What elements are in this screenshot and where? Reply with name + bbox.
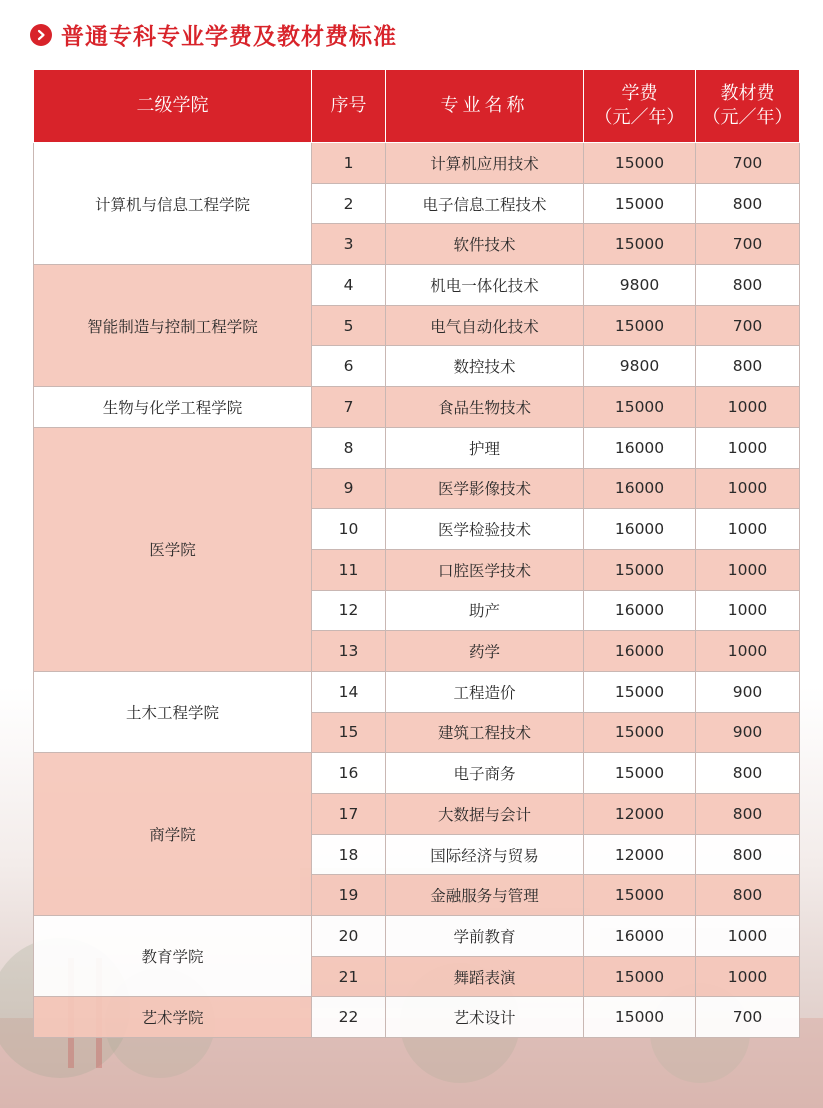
- section-title: 普通专科专业学费及教材费标准: [61, 24, 397, 50]
- row-books: 800: [696, 875, 800, 916]
- row-books: 800: [696, 183, 800, 224]
- row-tuition: 15000: [584, 712, 696, 753]
- row-books: 1000: [696, 631, 800, 672]
- table-row: [34, 671, 800, 712]
- row-tuition: 15000: [584, 549, 696, 590]
- row-no: 11: [312, 549, 386, 590]
- row-books: 1000: [696, 427, 800, 468]
- row-books: 1000: [696, 549, 800, 590]
- row-tuition: 15000: [584, 224, 696, 265]
- row-books: 700: [696, 997, 800, 1038]
- row-major: 数控技术: [386, 346, 584, 387]
- row-no: 3: [312, 224, 386, 265]
- college-cell: 商学院: [34, 753, 312, 916]
- college-cell: 生物与化学工程学院: [34, 387, 312, 428]
- college-cell: 艺术学院: [34, 997, 312, 1038]
- row-books: 800: [696, 753, 800, 794]
- table-row: [34, 265, 800, 306]
- row-tuition: 15000: [584, 875, 696, 916]
- row-tuition: 16000: [584, 427, 696, 468]
- college-cell: 教育学院: [34, 916, 312, 997]
- row-no: 6: [312, 346, 386, 387]
- row-books: 800: [696, 346, 800, 387]
- row-no: 16: [312, 753, 386, 794]
- row-no: 21: [312, 956, 386, 997]
- row-major: 艺术设计: [386, 997, 584, 1038]
- table-row: [34, 916, 800, 957]
- row-major: 建筑工程技术: [386, 712, 584, 753]
- table-header-row: [34, 70, 800, 143]
- section-heading: [30, 18, 397, 51]
- row-no: 1: [312, 143, 386, 184]
- chevron-right-circle-icon: [30, 24, 52, 46]
- row-major: 电气自动化技术: [386, 305, 584, 346]
- row-books: 800: [696, 794, 800, 835]
- row-major: 机电一体化技术: [386, 265, 584, 306]
- college-cell: 计算机与信息工程学院: [34, 143, 312, 265]
- header-books: [696, 70, 800, 143]
- table-row: [34, 387, 800, 428]
- row-major: 护理: [386, 427, 584, 468]
- row-major: 大数据与会计: [386, 794, 584, 835]
- row-major: 医学影像技术: [386, 468, 584, 509]
- row-books: 800: [696, 265, 800, 306]
- row-tuition: 15000: [584, 143, 696, 184]
- row-tuition: 16000: [584, 590, 696, 631]
- row-tuition: 16000: [584, 509, 696, 550]
- row-tuition: 16000: [584, 916, 696, 957]
- row-no: 22: [312, 997, 386, 1038]
- row-no: 2: [312, 183, 386, 224]
- fee-table: [33, 69, 800, 1038]
- header-books-title: 教材费: [720, 83, 775, 104]
- row-tuition: 15000: [584, 387, 696, 428]
- table-row: [34, 143, 800, 184]
- row-tuition: 16000: [584, 631, 696, 672]
- row-no: 4: [312, 265, 386, 306]
- row-major: 金融服务与管理: [386, 875, 584, 916]
- row-books: 1000: [696, 956, 800, 997]
- row-major: 医学检验技术: [386, 509, 584, 550]
- header-major: 专业名称: [386, 70, 584, 143]
- row-major: 舞蹈表演: [386, 956, 584, 997]
- row-major: 学前教育: [386, 916, 584, 957]
- row-tuition: 15000: [584, 305, 696, 346]
- row-no: 10: [312, 509, 386, 550]
- college-cell: 智能制造与控制工程学院: [34, 265, 312, 387]
- row-no: 18: [312, 834, 386, 875]
- row-tuition: 15000: [584, 753, 696, 794]
- row-tuition: 15000: [584, 671, 696, 712]
- row-no: 19: [312, 875, 386, 916]
- row-no: 9: [312, 468, 386, 509]
- row-books: 900: [696, 712, 800, 753]
- college-cell: 土木工程学院: [34, 671, 312, 752]
- row-major: 工程造价: [386, 671, 584, 712]
- row-major: 口腔医学技术: [386, 549, 584, 590]
- row-major: 电子信息工程技术: [386, 183, 584, 224]
- row-books: 1000: [696, 468, 800, 509]
- header-tuition-unit: （元／年）: [594, 107, 685, 128]
- row-books: 900: [696, 671, 800, 712]
- row-no: 13: [312, 631, 386, 672]
- row-no: 15: [312, 712, 386, 753]
- table-row: [34, 997, 800, 1038]
- header-tuition-title: 学费: [621, 83, 658, 104]
- row-major: 电子商务: [386, 753, 584, 794]
- row-books: 1000: [696, 509, 800, 550]
- row-major: 软件技术: [386, 224, 584, 265]
- row-no: 17: [312, 794, 386, 835]
- header-tuition: [584, 70, 696, 143]
- row-major: 助产: [386, 590, 584, 631]
- row-tuition: 15000: [584, 997, 696, 1038]
- row-no: 12: [312, 590, 386, 631]
- row-major: 药学: [386, 631, 584, 672]
- header-no: 序号: [312, 70, 386, 143]
- header-college: 二级学院: [34, 70, 312, 143]
- row-tuition: 12000: [584, 794, 696, 835]
- row-tuition: 15000: [584, 956, 696, 997]
- table-row: [34, 753, 800, 794]
- row-no: 5: [312, 305, 386, 346]
- row-no: 8: [312, 427, 386, 468]
- row-major: 国际经济与贸易: [386, 834, 584, 875]
- row-books: 1000: [696, 916, 800, 957]
- table-row: [34, 427, 800, 468]
- college-cell: 医学院: [34, 427, 312, 671]
- row-books: 800: [696, 834, 800, 875]
- header-books-unit: （元／年）: [702, 107, 793, 128]
- row-major: 食品生物技术: [386, 387, 584, 428]
- row-books: 700: [696, 143, 800, 184]
- row-tuition: 15000: [584, 183, 696, 224]
- row-no: 14: [312, 671, 386, 712]
- row-no: 7: [312, 387, 386, 428]
- row-tuition: 9800: [584, 265, 696, 306]
- row-books: 700: [696, 305, 800, 346]
- row-major: 计算机应用技术: [386, 143, 584, 184]
- row-tuition: 16000: [584, 468, 696, 509]
- row-books: 700: [696, 224, 800, 265]
- row-tuition: 9800: [584, 346, 696, 387]
- row-books: 1000: [696, 590, 800, 631]
- row-no: 20: [312, 916, 386, 957]
- row-books: 1000: [696, 387, 800, 428]
- row-tuition: 12000: [584, 834, 696, 875]
